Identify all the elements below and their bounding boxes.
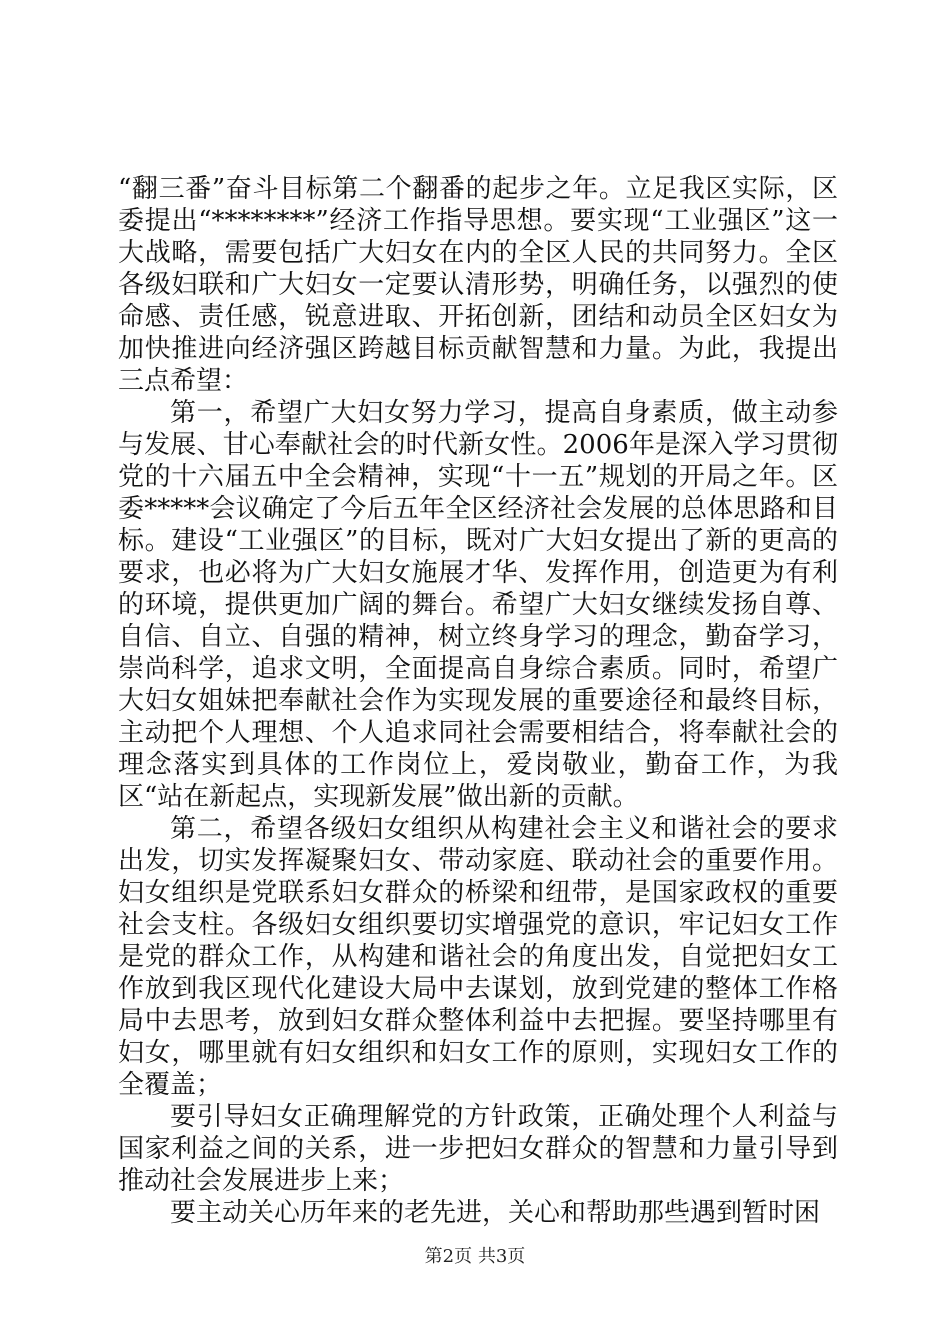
paragraph-care-veterans: 要主动关心历年来的老先进，关心和帮助那些遇到暂时困 — [170, 1198, 821, 1228]
document-body — [118, 173, 838, 1229]
paragraph-intro: “翻三番”奋斗目标第二个翻番的起步之年。立足我区实际，区委提出“********”经济工作指导思想。要实现“工业强区”这一大战略，需要包括广大妇女在内的全区人民的共同努力。全区各级妇联和广大妇女一定要认清形势，明确任务，以强烈的使命感、责任感，锐意进取、开拓创新，团结和动员全区妇女为加快推进向经济强区跨越目标贡献智慧和力量。为此，我提出三点希望： — [118, 174, 838, 396]
paragraph-second-hope: 第二，希望各级妇女组织从构建社会主义和谐社会的要求出发，切实发挥凝聚妇女、带动家庭、联动社会的重要作用。妇女组织是党联系妇女群众的桥梁和纽带，是国家政权的重要社会支柱。各级妇女组织要切实增强党的意识，牢记妇女工作是党的群众工作，从构建和谐社会的角度出发，自觉把妇女工作放到我区现代化建设大局中去谋划，放到党建的整体工作格局中去思考，放到妇女群众整体利益中去把握。要坚持哪里有妇女，哪里就有妇女组织和妇女工作的原则，实现妇女工作的全覆盖； — [118, 814, 838, 1100]
paragraph-guide-women: 要引导妇女正确理解党的方针政策，正确处理个人利益与国家利益之间的关系，进一步把妇女群众的智慧和力量引导到推动社会发展进步上来； — [118, 1102, 838, 1196]
page-footer: 第2页 共3页 — [424, 1246, 526, 1267]
paragraph-first-hope: 第一，希望广大妇女努力学习，提高自身素质，做主动参与发展、甘心奉献社会的时代新女性。2006年是深入学习贯彻党的十六届五中全会精神，实现“十一五”规划的开局之年。区委*****会议确定了今后五年全区经济社会发展的总体思路和目标。建设“工业强区”的目标，既对广大妇女提出了新的更高的要求，也必将为广大妇女施展才华、发挥作用，创造更为有利的环境，提供更加广阔的舞台。希望广大妇女继续发扬自尊、自信、自立、自强的精神，树立终身学习的理念，勤奋学习，崇尚科学，追求文明，全面提高自身综合素质。同时，希望广大妇女姐妹把奉献社会作为实现发展的重要途径和最终目标，主动把个人理想、个人追求同社会需要相结合，将奉献社会的理念落实到具体的工作岗位上，爱岗敬业，勤奋工作，为我区“站在新起点，实现新发展”做出新的贡献。 — [118, 398, 838, 812]
